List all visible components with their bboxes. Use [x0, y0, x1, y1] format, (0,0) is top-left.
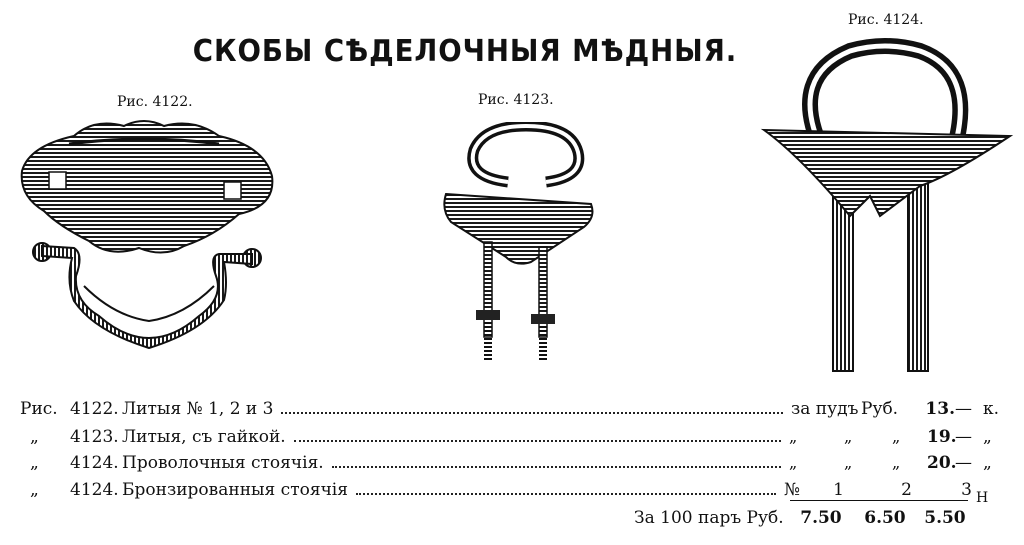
size-header-rule: [790, 500, 968, 501]
leader-dots: [294, 440, 781, 442]
pair-price-3: 5.50: [924, 508, 966, 528]
row-dash: —: [955, 453, 972, 473]
row-suffix: „: [983, 453, 992, 473]
price-row-4124-wire: [20, 453, 1005, 473]
row-prefix: „: [30, 453, 39, 473]
row-unit: „: [789, 453, 798, 472]
row-description: Проволочныя стоячія.: [122, 453, 324, 473]
pair-price-1: 7.50: [800, 508, 842, 528]
figure-label-4122: Рис. 4122.: [117, 94, 193, 110]
row-dash: —: [955, 399, 972, 419]
size-1: 1: [833, 480, 844, 500]
pair-price-2: 6.50: [864, 508, 906, 528]
leader-dots: [356, 493, 776, 495]
row-unit: „: [789, 427, 798, 446]
price-row-4124-bronze: [20, 480, 1005, 500]
row-prefix: „: [30, 427, 39, 447]
pair-price-label: За 100 паръ Руб.: [634, 508, 784, 528]
row-number: 4124.: [70, 480, 119, 500]
row-description: Литыя, съ гайкой.: [122, 427, 286, 447]
size-2: 2: [901, 480, 912, 500]
row-currency: Руб.: [861, 399, 899, 419]
pair-price-row: [634, 508, 966, 528]
row-price: 20.: [927, 453, 957, 473]
figure-4122-illustration: [14, 116, 284, 351]
row-unit: за пудъ: [791, 399, 859, 419]
price-row-4122: [20, 399, 1005, 419]
size-header-label: №: [783, 480, 801, 500]
figure-4123-illustration: [436, 122, 606, 367]
row-currency: „: [844, 427, 853, 446]
row-dash: —: [955, 427, 972, 447]
row-suffix: к.: [983, 399, 1000, 419]
row-number: 4123.: [70, 427, 119, 447]
figure-label-4124: Рис. 4124.: [848, 12, 924, 28]
page-title: СКОБЫ СѢДЕЛОЧНЫЯ МѢДНЫЯ.: [192, 34, 738, 69]
margin-mark: Н: [976, 490, 989, 506]
figure-4124-illustration: [760, 36, 1015, 376]
row-ditto: „: [892, 427, 901, 446]
leader-dots: [281, 412, 783, 414]
leader-dots: [332, 466, 781, 468]
row-ditto: „: [892, 453, 901, 472]
row-description: Бронзированныя стоячія: [122, 480, 348, 500]
figure-label-4123: Рис. 4123.: [478, 92, 554, 108]
row-number: 4124.: [70, 453, 119, 473]
row-description: Литыя № 1, 2 и 3: [122, 399, 274, 419]
row-price: 19.: [927, 427, 957, 447]
price-row-4123: [20, 427, 1005, 447]
row-number: 4122.: [70, 399, 119, 419]
row-price: 13.: [925, 399, 955, 419]
row-currency: „: [844, 453, 853, 472]
row-prefix: Рис.: [20, 399, 58, 419]
row-suffix: „: [983, 427, 992, 447]
row-prefix: „: [30, 480, 39, 500]
size-3: 3: [961, 480, 972, 500]
